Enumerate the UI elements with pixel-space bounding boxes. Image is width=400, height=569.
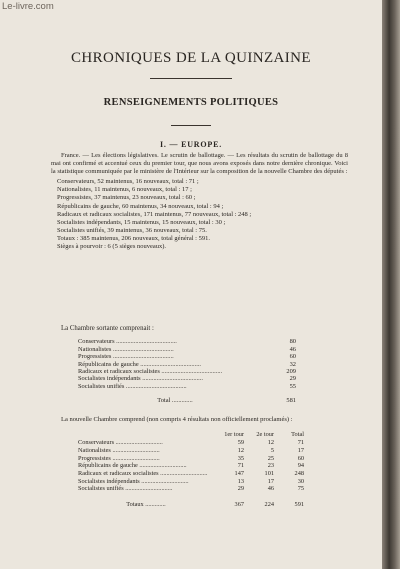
party-name: Progressistes ...................................... [78, 353, 174, 361]
row-total: 94 [297, 462, 304, 470]
result-line: Totaux : 385 maintenus, 206 nouveaux, total général : 591. [57, 234, 210, 242]
totals-label: Totaux ............. [126, 501, 166, 509]
party-name: Radicaux et radicaux socialistes ...................................... [78, 367, 223, 375]
intro-block [51, 152, 348, 251]
party-name: Républicains de gauche .............................. [78, 462, 187, 470]
table-row [78, 383, 296, 390]
row-total: 30 [297, 477, 304, 485]
party-name: Conservateurs ...................................... [78, 338, 177, 346]
total-label: Total ............. [157, 397, 193, 405]
row-total: 17 [297, 446, 304, 454]
party-name: Nationalistes ...................................... [78, 345, 174, 353]
party-name: Républicains de gauche ...................................... [78, 360, 202, 368]
table-row [78, 375, 296, 382]
seat-count: 55 [289, 382, 296, 390]
party-name: Socialistes unifiés .............................. [78, 485, 173, 493]
seat-count: 32 [289, 360, 296, 368]
table-row [78, 470, 304, 478]
table-row [78, 454, 304, 462]
first-round: 12 [237, 446, 244, 454]
second-round: 23 [267, 462, 274, 470]
first-round: 13 [237, 477, 244, 485]
table-header-row [78, 430, 304, 439]
second-round: 5 [270, 446, 274, 454]
result-line: Nationalistes, 11 maintenus, 6 nouveaux, total : 17 ; [57, 186, 192, 194]
table-row [78, 353, 296, 360]
first-round-total: 367 [234, 501, 244, 509]
column-header: 2e tour [256, 431, 274, 438]
party-name: Socialistes indépendants ...................................... [78, 375, 203, 383]
table-row [78, 360, 296, 367]
book-spine [382, 0, 400, 569]
grand-total: 591 [294, 501, 304, 509]
row-total: 248 [294, 469, 304, 477]
table1-caption: La Chambre sortante comprenait : [61, 325, 154, 332]
result-line: Sièges à pourvoir : 6 (5 sièges nouveaux). [57, 243, 167, 251]
new-chamber-table [78, 430, 304, 508]
table2-caption: La nouvelle Chambre comprend (non compris 4 résultats non officiellement proclamés) : [61, 416, 293, 423]
first-round: 59 [237, 439, 244, 447]
column-header: 1er tour [224, 431, 244, 438]
seat-count: 60 [289, 353, 296, 361]
table-row [78, 447, 304, 455]
second-round: 101 [264, 469, 274, 477]
result-line: Socialistes unifiés, 39 maintenus, 36 nouveaux, total : 75. [57, 226, 207, 234]
table-row [78, 338, 296, 345]
section-heading: RENSEIGNEMENTS POLITIQUES [103, 97, 279, 108]
row-total: 71 [297, 439, 304, 447]
seat-count: 209 [286, 367, 296, 375]
table-row [78, 477, 304, 485]
table-row [78, 439, 304, 447]
first-round: 29 [237, 485, 244, 493]
table-row [78, 485, 304, 493]
seat-count: 80 [289, 338, 296, 346]
party-header [78, 430, 214, 439]
region-heading: I. — EUROPE. [159, 140, 223, 149]
first-round: 147 [234, 469, 244, 477]
table-row [78, 368, 296, 375]
party-name: Socialistes unifiés ...................................... [78, 382, 187, 390]
subtitle-rule [171, 125, 211, 126]
outgoing-chamber-table [78, 338, 296, 404]
total-value: 581 [286, 397, 296, 405]
column-header: Total [291, 431, 304, 438]
second-round: 17 [267, 477, 274, 485]
result-line: Socialistes indépendants, 15 maintenus, 15 nouveaux, total : 30 ; [57, 218, 226, 226]
result-line: Radicaux et radicaux socialistes, 171 maintenus, 77 nouveaux, total : 248 ; [57, 210, 252, 218]
seat-count: 46 [289, 345, 296, 353]
second-round: 25 [267, 454, 274, 462]
result-line: Conservateurs, 52 maintenus, 16 nouveaux, total : 71 ; [57, 178, 199, 186]
result-line: Républicains de gauche, 60 maintenus, 34 nouveaux, total : 94 ; [57, 202, 224, 210]
first-round: 35 [237, 454, 244, 462]
seat-count: 29 [289, 375, 296, 383]
second-round: 46 [267, 485, 274, 493]
intro-paragraph: France. — Les élections législatives. Le scrutin de ballottage. — Les résultats du scrutin de ballottage du 8 mai ont confirmé et accentué ceux du premier tour, que nous avons exposés dans notre dernière chronique. Voici la statistique communiquée par le ministère de l'Intérieur sur la composition de la nouvelle Chambre des députés : [51, 152, 348, 176]
row-total: 75 [297, 485, 304, 493]
first-round: 71 [237, 462, 244, 470]
party-name: Conservateurs .............................. [78, 439, 163, 447]
table-row [78, 462, 304, 470]
second-round-total: 224 [264, 501, 274, 509]
second-round: 12 [267, 439, 274, 447]
party-name: Radicaux et radicaux socialistes .............................. [78, 469, 208, 477]
party-name: Progressistes .............................. [78, 454, 160, 462]
party-name: Socialistes indépendants .............................. [78, 477, 189, 485]
chronicle-title: CHRONIQUES DE LA QUINZAINE [71, 50, 311, 66]
total-row [78, 390, 296, 404]
party-name: Nationalistes .............................. [78, 446, 160, 454]
table-row [78, 345, 296, 352]
result-line: Progressistes, 37 maintenus, 23 nouveaux, total : 60 ; [57, 194, 196, 202]
row-total: 60 [297, 454, 304, 462]
totals-row [78, 492, 304, 508]
watermark: Le-livre.com [2, 1, 54, 12]
title-rule [150, 78, 232, 79]
